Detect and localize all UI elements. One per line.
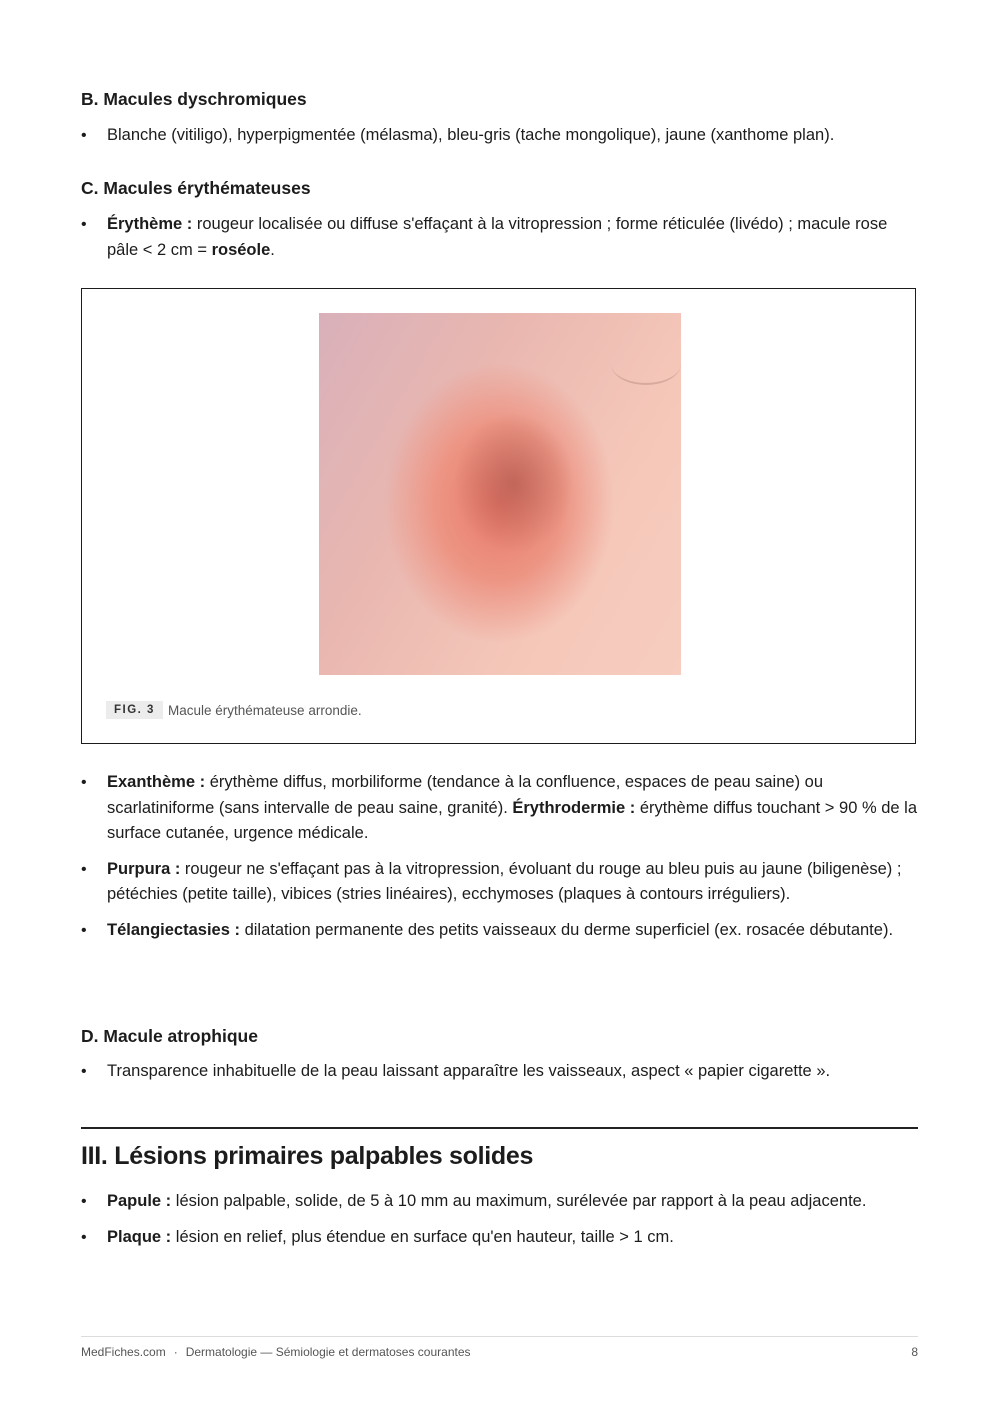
list-item-exantheme: • Exanthème : érythème diffus, morbiliforme (tendance à la confluence, espaces de peau saine) ou scarlatiniforme (sans intervalle de peau saine, granité). Érythrodermie : érythème diffus touchant > 90 % de la surface cutanée, urgence médicale. xyxy=(81,770,918,847)
skin-crease xyxy=(611,343,681,385)
section-c-list-top xyxy=(81,212,918,273)
list-item: • Transparence inhabituelle de la peau laissant apparaître les vaisseaux, aspect « papier cigarette ». xyxy=(81,1059,918,1085)
section-divider xyxy=(81,1127,918,1129)
section-b-list xyxy=(81,123,918,159)
list-item-purpura: • Purpura : rougeur ne s'effaçant pas à la vitropression, évoluant du rouge au bleu puis au jaune (biligenèse) ; pétéchies (petite taille), vibices (stries linéaires), ecchymoses (plaques à contours irréguliers). xyxy=(81,857,918,908)
section-heading-b: B. Macules dyschromiques xyxy=(81,89,307,109)
footer-divider xyxy=(81,1336,918,1337)
footer-title: Dermatologie — Sémiologie et dermatoses courantes xyxy=(185,1345,471,1359)
erythematous-macule-photo xyxy=(319,313,681,675)
list-item-telangiectasies: • Télangiectasies : dilatation permanente des petits vaisseaux du derme superficiel (ex. rosacée débutante). xyxy=(81,918,918,944)
list-item-papule: • Papule : lésion palpable, solide, de 5 à 10 mm au maximum, surélevée par rapport à la peau adjacente. xyxy=(81,1189,918,1215)
section-heading-c: C. Macules érythémateuses xyxy=(81,178,311,198)
footer-separator: · xyxy=(173,1345,178,1359)
list-item-erytheme: • Érythème : rougeur localisée ou diffuse s'effaçant à la vitropression ; forme réticulée (livédo) ; macule rose pâle < 2 cm = roséole. xyxy=(81,212,918,263)
figure-box xyxy=(81,288,916,744)
section-d-list xyxy=(81,1059,918,1095)
section-iii-list xyxy=(81,1189,918,1260)
list-item: • Blanche (vitiligo), hyperpigmentée (mélasma), bleu-gris (tache mongolique), jaune (xanthome plan). xyxy=(81,123,918,149)
page-number: 8 xyxy=(911,1345,918,1359)
section-heading-iii: III. Lésions primaires palpables solides xyxy=(81,1142,534,1170)
section-c-list-bottom xyxy=(81,770,918,953)
footer-site: MedFiches.com xyxy=(81,1345,166,1359)
figure-caption: Macule érythémateuse arrondie. xyxy=(168,703,362,718)
page-footer xyxy=(81,1345,918,1359)
list-item-plaque: • Plaque : lésion en relief, plus étendue en surface qu'en hauteur, taille > 1 cm. xyxy=(81,1225,918,1251)
figure-label: FIG. 3 xyxy=(106,701,163,719)
section-heading-d: D. Macule atrophique xyxy=(81,1026,258,1046)
